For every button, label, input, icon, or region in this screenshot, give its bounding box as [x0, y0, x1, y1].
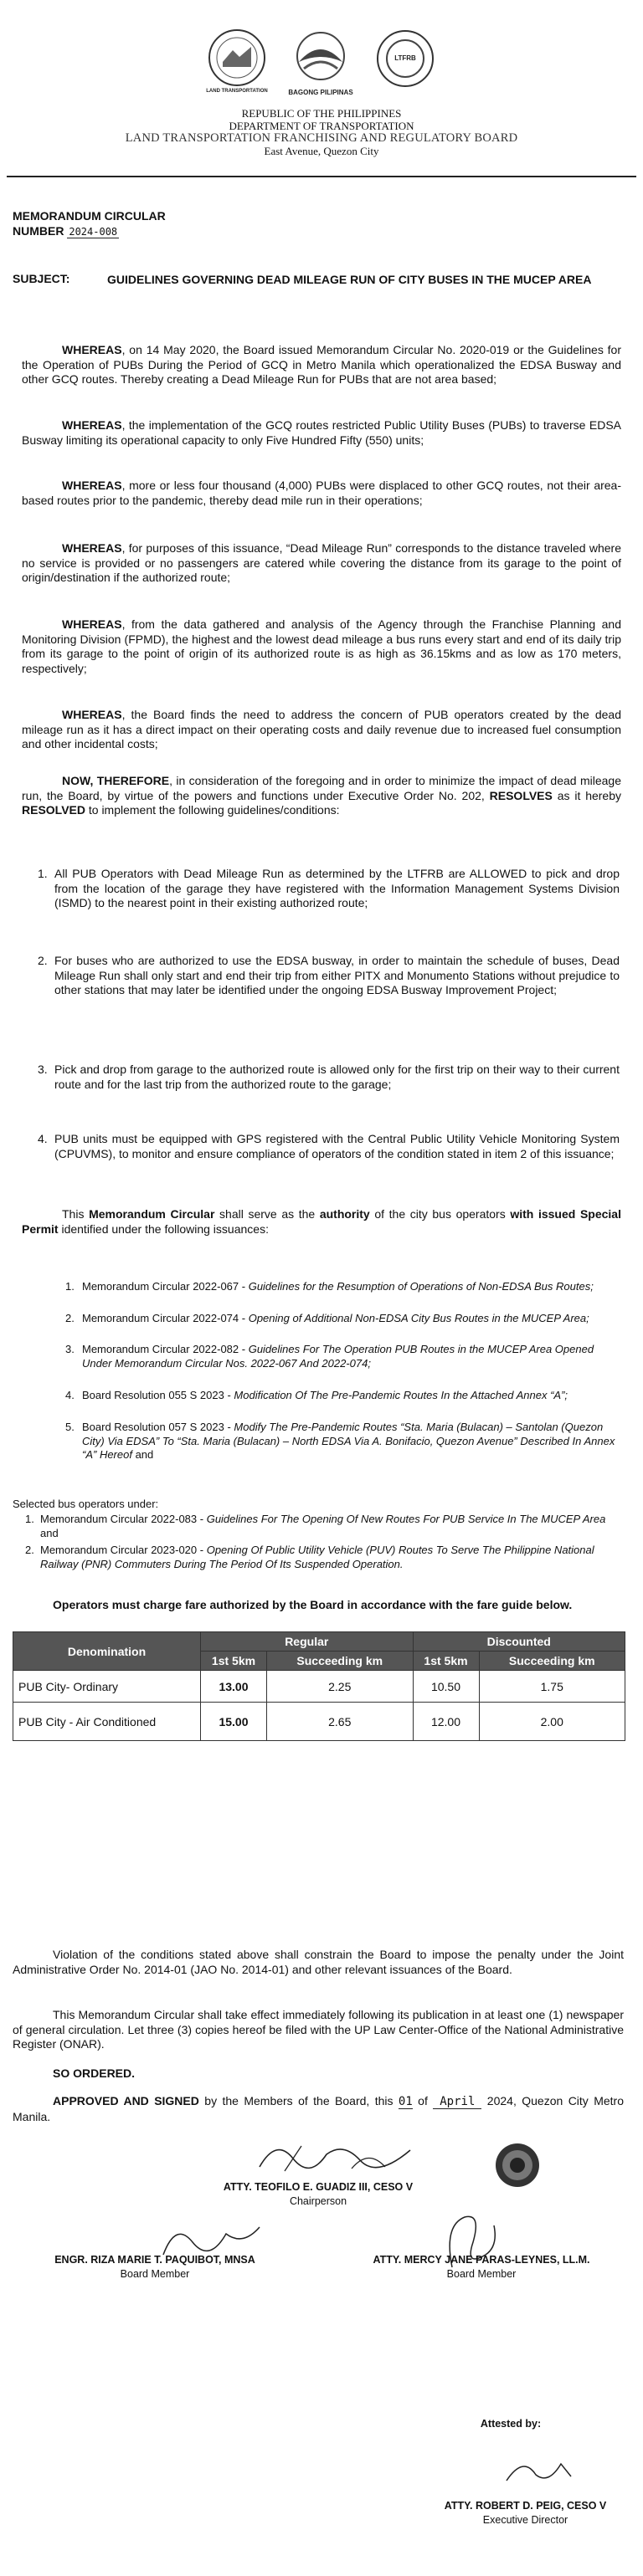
guideline-1: 1. All PUB Operators with Dead Mileage Run as determined by the LTFRB are ALLOWED to pick and drop from the location of the garage they have registered with the Information Management Systems Division (ISMD) to the nearest point in their existing authorized route;	[38, 867, 620, 909]
member1-name: ENGR. RIZA MARIE T. PAQUIBOT, MNSA	[54, 2254, 255, 2266]
member1-role: Board Member	[120, 2268, 190, 2280]
exec-role: Executive Director	[482, 2514, 568, 2526]
header-department: DEPARTMENT OF TRANSPORTATION	[229, 120, 414, 132]
effectivity-paragraph: This Memorandum Circular shall take effect immediately following its publication in at least one (1) newspaper of general circulation. Let three (3) copies hereof be filed with the UP Law Center-Office of the National Administrative Register (ONAR).	[13, 2008, 624, 2051]
col-regular-first: 1st 5km	[201, 1652, 267, 1671]
col-regular-succeeding: Succeeding km	[267, 1652, 414, 1671]
ltfrb-seal-label: LTFRB	[394, 54, 416, 62]
issuance-4: 4. Board Resolution 055 S 2023 - Modification Of The Pre-Pandemic Routes In the Attached Annex “A”;	[65, 1389, 568, 1401]
member2-name: ATTY. MERCY JANE PARAS-LEYNES, LL.M.	[373, 2254, 590, 2266]
fare-discounted-first: 12.00	[413, 1703, 479, 1741]
member2-signature-icon	[435, 2209, 502, 2276]
whereas-4: WHEREAS, for purposes of this issuance, “Dead Mileage Run” corresponds to the distance traveled where no service is provided or no passengers are catered while covering the distance from its garage to the point of origin/destination if the authorized route;	[22, 541, 621, 584]
fare-regular-first: 15.00	[201, 1703, 267, 1741]
col-regular: Regular	[201, 1632, 414, 1652]
whereas-1: WHEREAS, on 14 May 2020, the Board issued Memorandum Circular No. 2020-019 or the Guidelines for the Operation of PUBs During the Period of GCQ in Metro Manila which operationalized the EDSA Busway and other GCQ routes. Thereby creating a Dead Mileage Run for PUBs that are not area based;	[22, 343, 621, 386]
bagong-pilipinas-logo-icon	[287, 30, 354, 82]
exec-signature-icon	[502, 2451, 578, 2489]
exec-name: ATTY. ROBERT D. PEIG, CESO V	[444, 2500, 607, 2512]
letterhead	[0, 107, 643, 157]
issuance-3: 3. Memorandum Circular 2022-082 - Guidelines For The Operation PUB Routes in the MUCEP Area Opened Under Memorandum Circular Nos. 2022-067 And 2022-074;	[65, 1343, 594, 1370]
memo-number-label: NUMBER	[13, 224, 64, 238]
col-discounted-first: 1st 5km	[413, 1652, 479, 1671]
bagong-pilipinas-label: BAGONG PILIPINAS	[288, 89, 353, 96]
issuance-2: 2. Memorandum Circular 2022-074 - Opening of Additional Non-EDSA City Bus Routes in the MUCEP Area;	[65, 1312, 589, 1324]
approved-paragraph: APPROVED AND SIGNED by the Members of the Board, this 01 of April 2024, Quezon City Metro Manila.	[13, 2094, 624, 2123]
ltfrb-dry-seal-icon	[494, 2142, 541, 2189]
now-therefore: NOW, THEREFORE, in consideration of the foregoing and in order to minimize the impact of dead mileage run, the Board, by virtue of the powers and functions under Executive Order No. 202, RESOLVES as it hereby RESOLVED to implement the following guidelines/conditions:	[22, 774, 622, 817]
fare-discounted-first: 10.50	[413, 1671, 479, 1703]
authority-paragraph: This Memorandum Circular shall serve as the authority of the city bus operators with issued Special Permit identified under the following issuances:	[22, 1207, 621, 1236]
col-denomination: Denomination	[13, 1632, 201, 1671]
subject-label: SUBJECT:	[13, 272, 70, 285]
fare-denomination: PUB City - Air Conditioned	[13, 1703, 201, 1741]
header-logos	[0, 28, 643, 112]
whereas-6: WHEREAS, the Board finds the need to address the concern of PUB operators created by the dead mileage run as it has a direct impact on their operating costs and daily revenue due to increased fuel consumption and other incidental costs;	[22, 708, 621, 750]
selected-1: 1. Memorandum Circular 2022-083 - Guidelines For The Opening Of New Routes For PUB Service In The MUCEP Area and	[25, 1513, 606, 1539]
fare-table-group-row	[13, 1632, 625, 1652]
col-discounted-succeeding: Succeeding km	[479, 1652, 625, 1671]
attested-label: Attested by:	[480, 2418, 542, 2430]
col-discounted: Discounted	[413, 1632, 625, 1652]
fare-regular-succeeding: 2.25	[267, 1671, 414, 1703]
chair-name: ATTY. TEOFILO E. GUADIZ III, CESO V	[223, 2181, 414, 2193]
chair-role: Chairperson	[289, 2195, 347, 2207]
whereas-5: WHEREAS, from the data gathered and analysis of the Agency through the Franchise Planning and Monitoring Division (FPMD), the highest and the lowest dead mileage a bus runs every start and end of its daily trip from its garage to the point of origin of its authorized route is as high as 36.15kms and as low as 170 meters, respectively;	[22, 617, 621, 675]
memo-number-value: 2024-008	[69, 226, 118, 238]
subject-text: GUIDELINES GOVERNING DEAD MILEAGE RUN OF CITY BUSES IN THE MUCEP AREA	[107, 273, 592, 286]
selected-intro: Selected bus operators under:	[13, 1498, 159, 1510]
header-divider	[7, 176, 636, 177]
header-address: East Avenue, Quezon City	[264, 145, 379, 157]
table-row	[13, 1703, 625, 1741]
fare-regular-first: 13.00	[201, 1671, 267, 1703]
table-row	[13, 1671, 625, 1703]
chair-signature-icon	[251, 2133, 427, 2184]
whereas-2: WHEREAS, the implementation of the GCQ routes restricted Public Utility Buses (PUBs) to traverse EDSA Busway limiting its operational capacity to only Five Hundred Fifty (550) units;	[22, 418, 621, 447]
guideline-2: 2. For buses who are authorized to use the EDSA busway, in order to maintain the schedule of buses, Dead Mileage Run shall only start and end their trip from either PITX and Monumento Stations without prejudice to other stations that may later be identified under the ongoing EDSA Busway Improvement Project;	[38, 954, 620, 996]
header-republic: REPUBLIC OF THE PHILIPPINES	[241, 107, 402, 120]
memo-title: MEMORANDUM CIRCULAR	[13, 209, 166, 223]
member2-role: Board Member	[446, 2268, 517, 2280]
issuance-1: 1. Memorandum Circular 2022-067 - Guidelines for the Resumption of Operations of Non-EDSA Bus Routes;	[65, 1280, 594, 1293]
whereas-3: WHEREAS, more or less four thousand (4,000) PUBs were displaced to other GCQ routes, not their area-based routes prior to the pandemic, thereby dead mile run in their operations;	[22, 479, 621, 507]
fare-denomination: PUB City- Ordinary	[13, 1671, 201, 1703]
fare-discounted-succeeding: 1.75	[479, 1671, 625, 1703]
dotr-seal-label: LAND TRANSPORTATION	[206, 89, 268, 94]
selected-2: 2. Memorandum Circular 2023-020 - Opening Of Public Utility Vehicle (PUV) Routes To Serve The Philippine National Railway (PNR) Commuters During The Period Of Its Suspended Operation.	[25, 1544, 594, 1570]
guideline-4: 4. PUB units must be equipped with GPS registered with the Central Public Utility Vehicle Monitoring System (CPUVMS), to monitor and ensure compliance of operators of the condition stated in item 2 of this issuance;	[38, 1132, 620, 1160]
violation-paragraph: Violation of the conditions stated above shall constrain the Board to impose the penalty under the Joint Administrative Order No. 2014-01 (JAO No. 2014-01) and other relevant issuances of the Board.	[13, 1948, 624, 1976]
fare-regular-succeeding: 2.65	[267, 1703, 414, 1741]
guideline-3: 3. Pick and drop from garage to the authorized route is allowed only for the first trip on their way to their current route and for the last trip from the authorized route to the garage;	[38, 1063, 620, 1091]
fare-intro: Operators must charge fare authorized by the Board in accordance with the fare guide below.	[53, 1598, 573, 1611]
so-ordered: SO ORDERED.	[53, 2066, 136, 2080]
dotr-seal-icon	[208, 28, 266, 87]
header-agency: LAND TRANSPORTATION FRANCHISING AND REGULATORY BOARD	[125, 131, 518, 145]
issuance-5: 5. Board Resolution 057 S 2023 - Modify The Pre-Pandemic Routes “Sta. Maria (Bulacan) – Santolan (Quezon City) Via EDSA” To “Sta. Maria (Bulacan) – North EDSA Via A. Bonifacio, Quezon Avenue” Described In Annex “A” Hereof and	[65, 1421, 615, 1461]
fare-table	[13, 1631, 625, 1741]
memo-number	[13, 224, 119, 238]
fare-discounted-succeeding: 2.00	[479, 1703, 625, 1741]
